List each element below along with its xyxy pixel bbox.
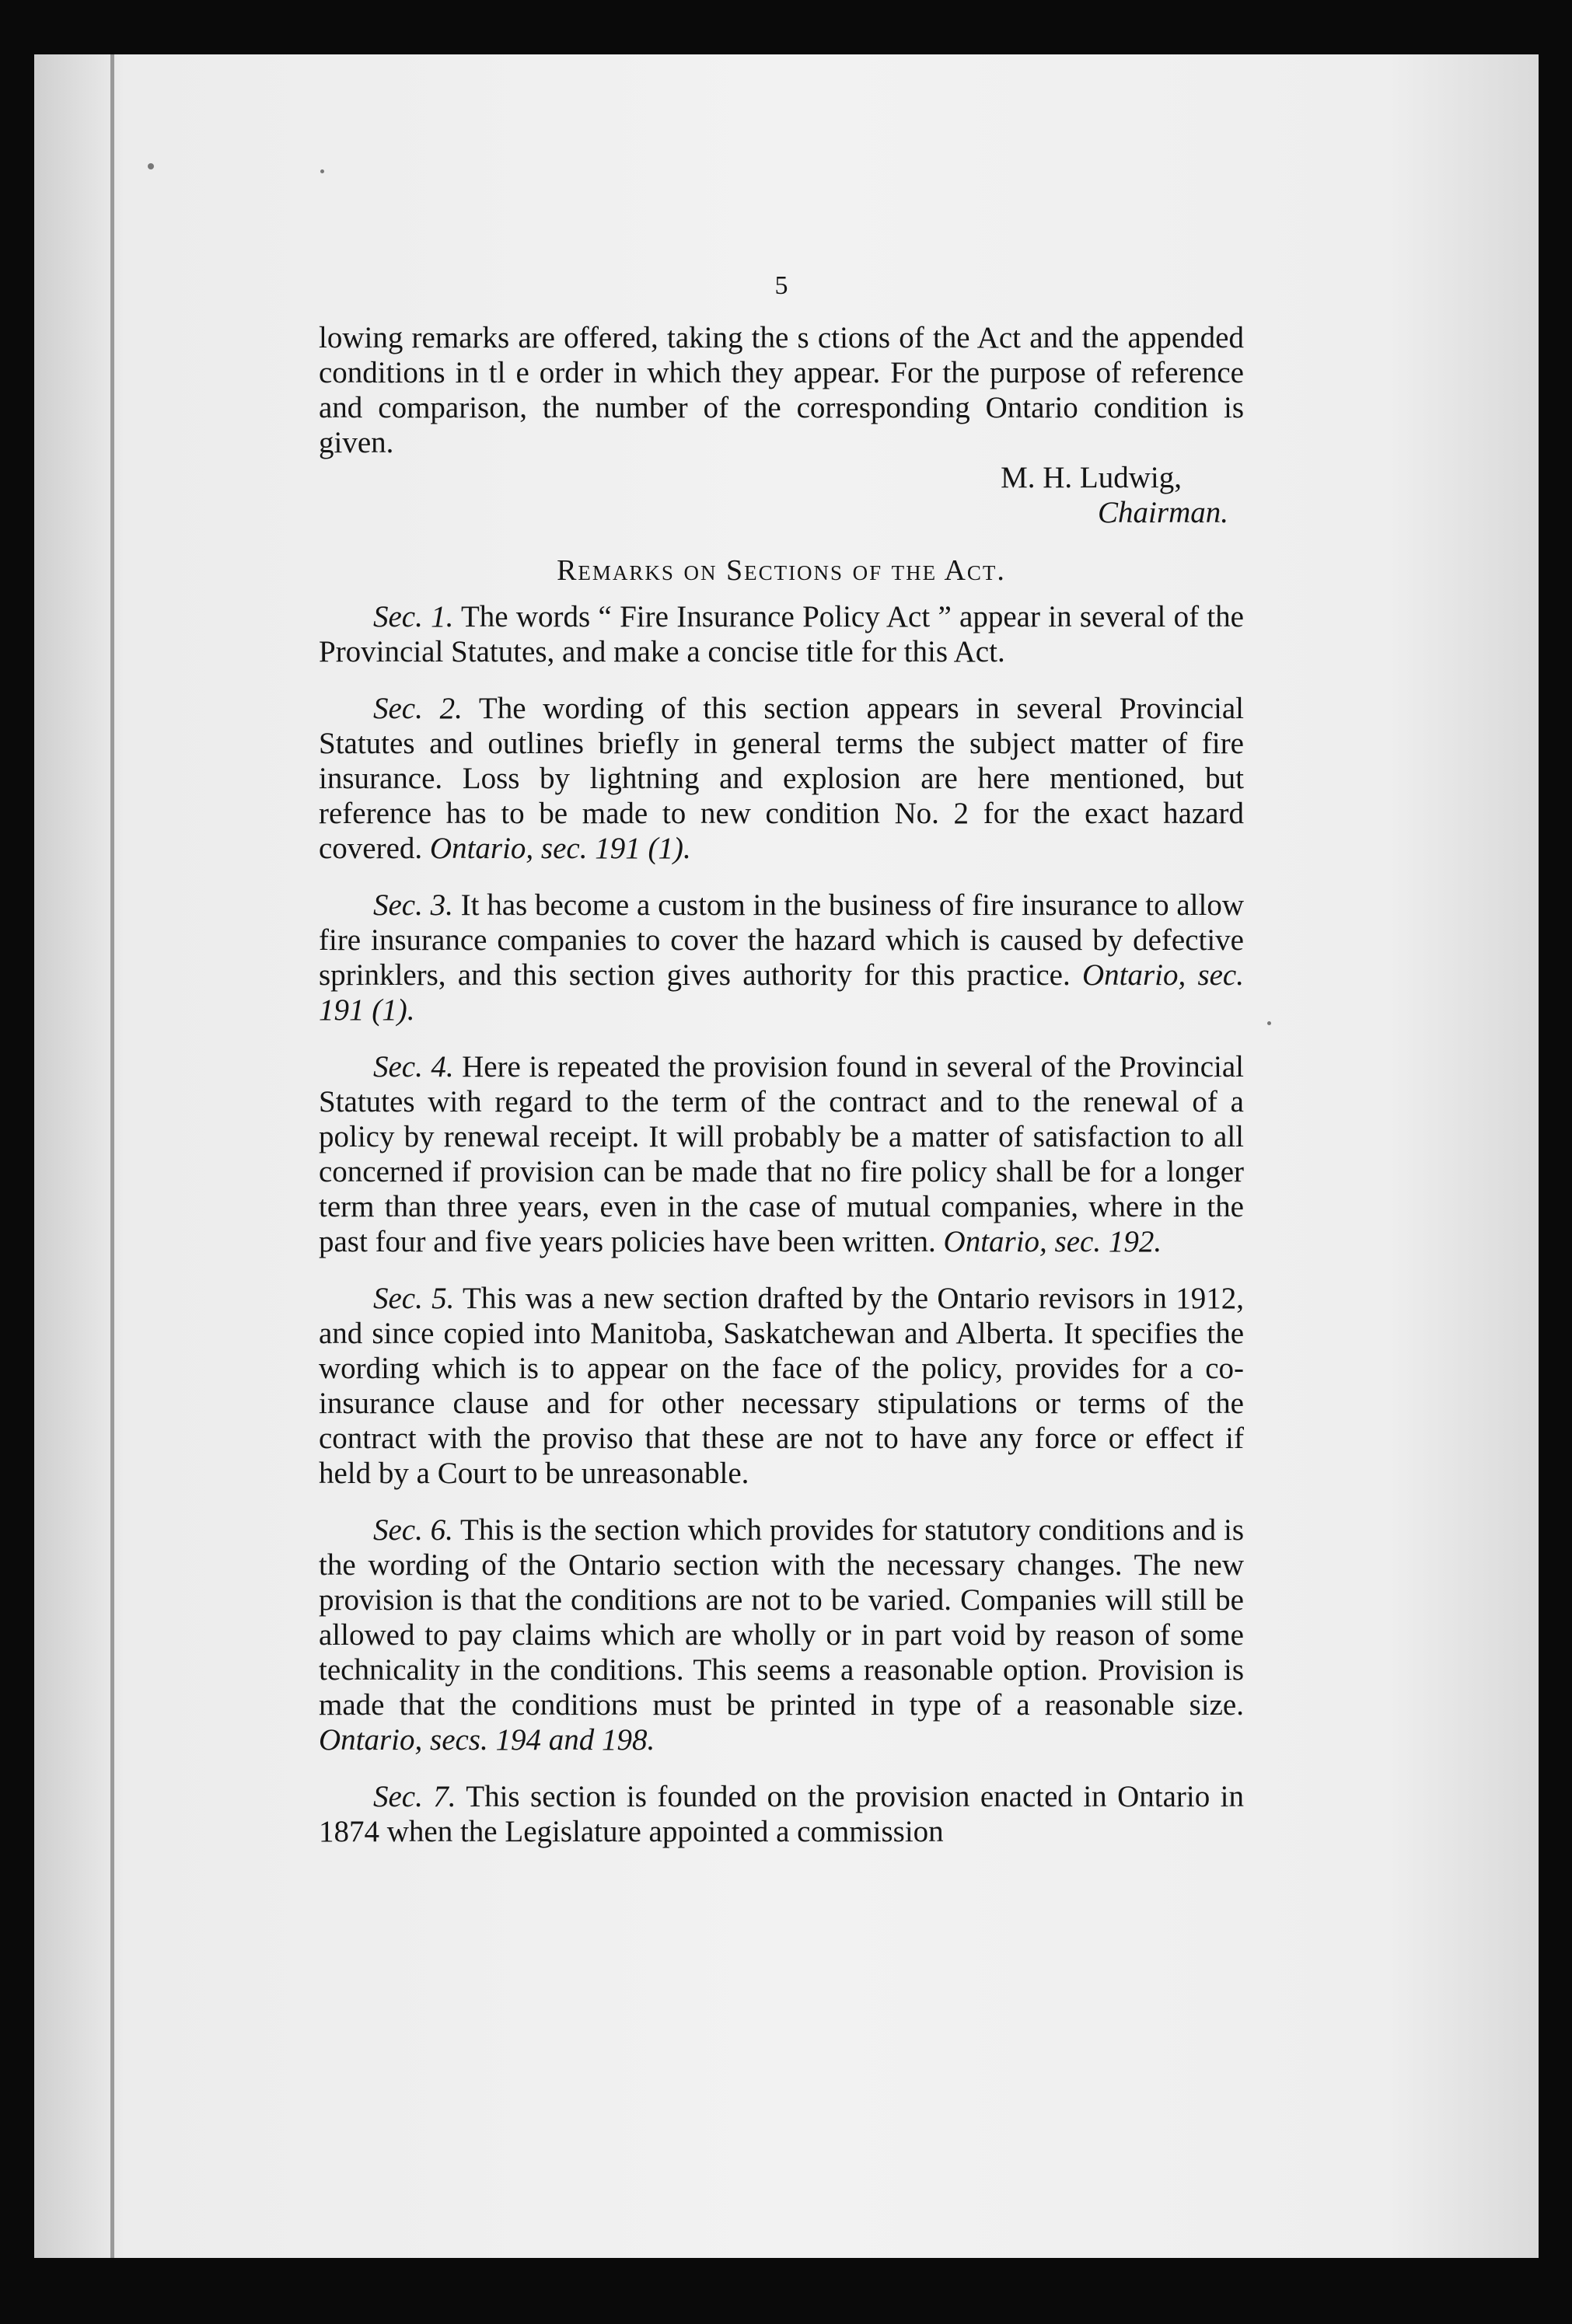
section-text: This is the section which provides for statutory conditions and is the wording of the Ontario section with the necessary changes. The new provision is that the conditions are not to be varied. Companies will still be allowed to pay claims which are wholly or in part void by reason of some technicality in the conditions. This seems a reasonable option. Provision is made that the conditions must be printed in type of a reasonable size. — [319, 1513, 1244, 1722]
section-paragraph-5 — [319, 1281, 1244, 1491]
section-text: This was a new section drafted by the Ontario revisors in 1912, and since copied into Manitoba, Saskatchewan and Alberta. It specifies the wording which is to appear on the face of the policy, provides for a co-insurance clause and for other necessary stipulations or terms of the contract with the proviso that these are not to have any force or effect if held by a Court to be unreasonable. — [319, 1282, 1244, 1490]
section-paragraph-3 — [319, 888, 1244, 1028]
section-paragraph-6 — [319, 1513, 1244, 1757]
dust-speck — [1267, 1021, 1271, 1025]
document-body — [319, 268, 1244, 1871]
section-label: Sec. 2. — [373, 692, 463, 725]
ontario-reference: Ontario, sec. 191 (1). — [429, 832, 691, 865]
signature-title: Chairman. — [1098, 496, 1228, 529]
section-text: The wording of this section appears in several Provincial Statutes and outlines briefly in general terms the subject matter of fire insurance. Loss by lightning and explosion are here mentioned, but reference has to be made to new condition No. 2 for the exact hazard covered. — [319, 692, 1244, 865]
page-binding-edge — [110, 54, 114, 2258]
ontario-reference: Ontario, sec. 192. — [943, 1225, 1162, 1258]
section-paragraph-2 — [319, 691, 1244, 866]
dust-speck — [148, 163, 154, 169]
section-label: Sec. 5. — [373, 1282, 455, 1315]
dust-speck — [320, 169, 324, 173]
ontario-reference: Ontario, secs. 194 and 198. — [319, 1723, 655, 1757]
section-label: Sec. 3. — [373, 888, 453, 922]
section-label: Sec. 1. — [373, 600, 454, 633]
section-heading: Remarks on Sections of the Act. — [557, 554, 1006, 587]
section-text: It has become a custom in the business of fire insurance to allow fire insurance companies to cover the hazard which is caused by defective sprinklers, and this section gives authority for this practice. — [319, 888, 1244, 992]
section-label: Sec. 4. — [373, 1050, 454, 1083]
section-label: Sec. 6. — [373, 1513, 453, 1547]
section-text: The words “ Fire Insurance Policy Act ” appear in several of the Provincial Statutes, and make a concise title for this Act. — [319, 600, 1244, 668]
section-paragraph-4 — [319, 1049, 1244, 1259]
intro-paragraph: lowing remarks are offered, taking the s ctions of the Act and the appended conditions in tl e order in which they appear. For the purpose of reference and comparison, the number of the corresponding Ontario condition is given. — [319, 321, 1244, 459]
page-number: 5 — [774, 271, 788, 300]
section-paragraph-7 — [319, 1779, 1244, 1849]
section-text: Here is repeated the provision found in several of the Provincial Statutes with regard to the term of the contract and to the renewal of a policy by renewal receipt. It will probably be a matter of satisfaction to all concerned if provision can be made that no fire policy shall be for a longer term than three years, even in the case of mutual companies, where in the past four and five years policies have been written. — [319, 1050, 1244, 1258]
section-text: This section is founded on the provision enacted in Ontario in 1874 when the Legislature appointed a commission — [319, 1780, 1244, 1848]
ontario-reference: Ontario, sec. 191 (1). — [319, 958, 1244, 1027]
signature-name: M. H. Ludwig, — [1001, 461, 1182, 494]
section-paragraph-1 — [319, 599, 1244, 669]
section-label: Sec. 7. — [373, 1780, 456, 1813]
